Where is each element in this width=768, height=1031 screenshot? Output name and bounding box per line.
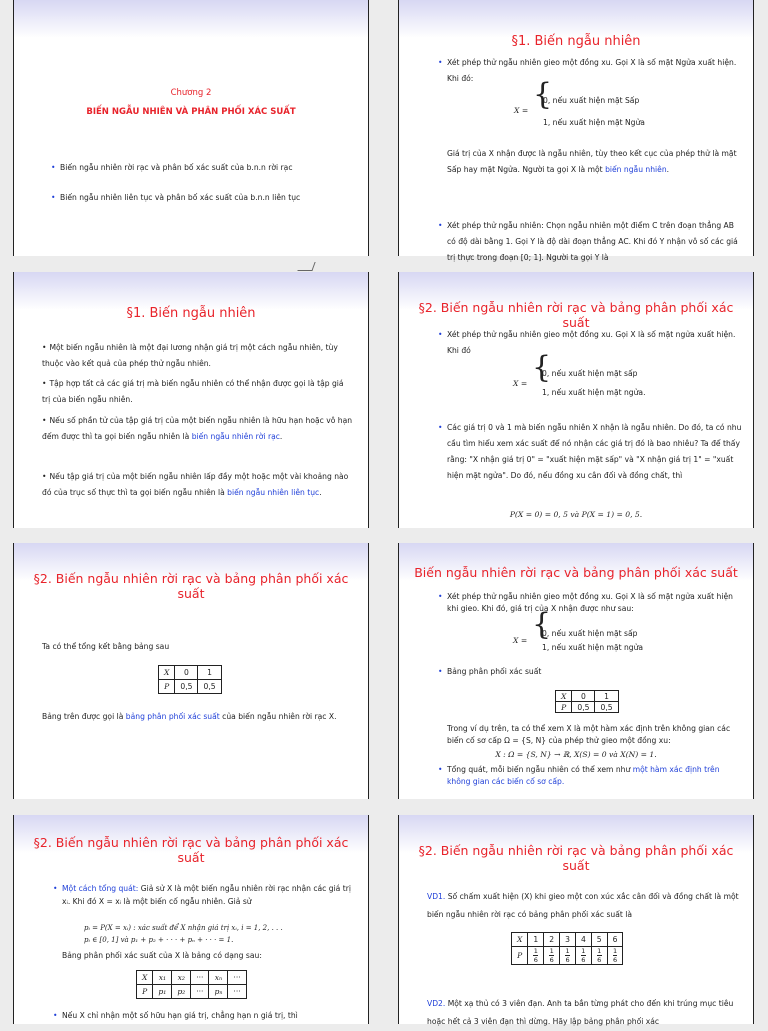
slide-7 bbox=[13, 815, 369, 1024]
table-row: X 1 2 3 4 5 6 bbox=[512, 933, 623, 947]
formula: pᵢ = P(X = xᵢ) : xác suất để X nhận giá trị xᵢ, i = 1, 2, . . . bbox=[84, 924, 283, 932]
paragraph: Ta có thể tổng kết bằng bảng sau bbox=[42, 642, 170, 651]
paragraph: Xét phép thử ngẫu nhiên: Chọn ngẫu nhiên một điểm C trên đoạn thẳng AB có độ dài bằng 1. Gọi Y là độ dài đoạn thẳng AC. Khi đó Y nhận vô số các giá trị thực trong đoạn [0; 1]. Người ta gọi Y là bbox=[447, 221, 738, 262]
slide-1 bbox=[13, 0, 369, 256]
slide-title: Biến ngẫu nhiên rời rạc và bảng phân phối xác suất bbox=[414, 565, 738, 580]
paragraph: VD1. Số chấm xuất hiện (X) khi gieo một con xúc xắc cân đối và đồng chất là một biến ngẫu nhiên rời rạc có bảng phân phối xác suất là bbox=[427, 892, 739, 919]
paragraph: Nếu X chỉ nhận một số hữu hạn giá trị, chẳng hạn n giá trị, thì bbox=[62, 1011, 298, 1020]
formula: X : Ω = {S, N} → ℝ, X(S) = 0 và X(N) = 1. bbox=[495, 750, 657, 759]
formula: pᵢ ∈ [0, 1] và p₁ + p₂ + · · · + pₙ + · · · = 1. bbox=[84, 936, 234, 944]
slide-title: §1. Biến ngẫu nhiên bbox=[126, 306, 256, 321]
paragraph: Các giá trị 0 và 1 mà biến ngẫu nhiên X nhận là ngẫu nhiên. Do đó, ta có nhu cầu tìm hiểu xem xác suất để nó nhận các giá trị đó là bao nhiêu? Ta để thấy rằng: "X nhận giá trị 0" = "xuất hiện mặt sấp" và "X nhận giá trị 1" = "xuất hiện mặt ngửa". Do đó, nếu đồng xu cân đối và đồng chất, thì bbox=[447, 423, 742, 480]
table-row: P 1 6 1 6 1 6 1 6 1 6 1 6 bbox=[512, 947, 623, 965]
table-row: P 0,5 0,5 bbox=[556, 702, 619, 713]
formula: P(X = 0) = 0, 5 và P(X = 1) = 0, 5. bbox=[509, 510, 643, 519]
table-row: P p₁ p₂ ··· pₙ ··· bbox=[137, 985, 247, 999]
chapter-number: Chương 2 bbox=[170, 88, 212, 98]
distribution-table bbox=[511, 932, 623, 965]
paragraph: Trong ví dụ trên, ta có thể xem X là một hàm xác định trên không gian các biến cố sơ cấp Ω = {S, N} của phép thử gieo một đồng xu: bbox=[447, 724, 731, 745]
paragraph: Giá trị của X nhận được là ngẫu nhiên, tùy theo kết cục của phép thử là mặt Sấp hay mặt Ngửa. Người ta gọi X là một biến ngẫu nhiên. bbox=[447, 149, 737, 174]
distribution-table bbox=[555, 690, 619, 713]
distribution-table bbox=[136, 970, 247, 999]
bullet-item: Biến ngẫu nhiên rời rạc và phân bố xác suất của b.n.n rời rạc bbox=[60, 163, 293, 172]
slide-3 bbox=[13, 272, 369, 528]
paragraph: Xét phép thử ngẫu nhiên gieo một đồng xu. Gọi X là số mặt ngửa xuất hiện. Khi đó bbox=[447, 330, 736, 355]
table-row: X x₁ x₂ ··· xₙ ··· bbox=[137, 971, 247, 985]
slide-title: §1. Biến ngẫu nhiên bbox=[511, 34, 641, 49]
bullet-item: • Nếu số phần tử của tập giá trị của một biến ngẫu nhiên là hữu hạn hoặc vô hạn đếm được thì ta gọi biến ngẫu nhiên là biến ngẫu nhiên rời rạc. bbox=[42, 413, 354, 445]
slide-title: §2. Biến ngẫu nhiên rời rạc và bảng phân phối xác suất bbox=[418, 300, 734, 330]
slide-title: §2. Biến ngẫu nhiên rời rạc và bảng phân phối xác suất bbox=[33, 835, 349, 865]
paragraph: Bảng phân phối xác suất của X là bảng có dạng sau: bbox=[62, 951, 262, 960]
paragraph: Bảng trên được gọi là bảng phân phối xác suất của biến ngẫu nhiên rời rạc X. bbox=[42, 712, 337, 721]
slide-8 bbox=[398, 815, 754, 1024]
slide-4: §2. Biến ngẫu nhiên rời rạc và bảng phân phối xác suất Xét phép thử ngẫu nhiên gieo một đồng xu. Gọi X là số mặt ngửa xuất hiện. Khi đó X = { 0, nếu xuất hiện mặt sấp 1, nếu xuất hiện mặt ngửa. Các giá trị 0 và 1 mà biến ngẫu nhiên X nhận là ngẫu nhiên. Do đó, ta có nhu cầu tìm hiểu xem xác suất để nó nhận các giá trị đó là bao nhiêu? Ta để thấy rằng: "X nhận giá trị 0" = "xuất hiện mặt sấp" và "X nhận giá trị 1" = "xuất hiện mặt ngửa". Do đó, nếu đồng xu cân đối và đồng chất, thì P(X = 0) = 0, 5 và P(X = 1) = 0, 5. bbox=[398, 272, 754, 528]
nav-icon[interactable] bbox=[297, 262, 315, 271]
paragraph: Một cách tổng quát: Giả sử X là một biến ngẫu nhiên rời rạc nhận các giá trị xᵢ. Khi đó X = xᵢ là một biến cố ngẫu nhiên. Giả sử bbox=[62, 884, 351, 906]
slide-title: §2. Biến ngẫu nhiên rời rạc và bảng phân phối xác suất bbox=[418, 843, 734, 873]
paragraph: Xét phép thử ngẫu nhiên gieo một đồng xu. Gọi X là số mặt ngửa xuất hiện khi gieo. Khi đó, giá trị của X nhận được như sau: bbox=[447, 592, 733, 613]
bullet-item: • Một biến ngẫu nhiên là một đại lương nhận giá trị một cách ngẫu nhiên, tùy thuộc vào kết quả của phép thử ngẫu nhiên. bbox=[42, 340, 354, 372]
bullet-item: Biến ngẫu nhiên liên tục và phân bố xác suất của b.n.n liên tục bbox=[60, 193, 301, 202]
bullet-item: • Nếu tập giá trị của một biến ngẫu nhiên lấp đầy một hoặc một vài khoảng nào đó của trục số thực thì ta gọi biến ngẫu nhiên là biến ngẫu nhiên liên tục. bbox=[42, 469, 354, 501]
table-row: X 0 1 bbox=[556, 691, 619, 702]
table-row: P 0,5 0,5 bbox=[159, 680, 222, 694]
chapter-title: BIẾN NGẪU NHIÊN VÀ PHÂN PHỐI XÁC SUẤT bbox=[86, 107, 296, 117]
table-row: X 0 1 bbox=[159, 666, 222, 680]
paragraph: Tổng quát, mỗi biến ngẫu nhiên có thể xem như một hàm xác định trên không gian các biến cố sơ cấp. bbox=[447, 765, 720, 786]
slide-6: Biến ngẫu nhiên rời rạc và bảng phân phối xác suất Xét phép thử ngẫu nhiên gieo một đồng xu. Gọi X là số mặt ngửa xuất hiện khi gieo. Khi đó, giá trị của X nhận được như sau: X = { 0, nếu xuất hiện mặt sấp 1, nếu xuất hiện mặt ngửa Bảng phân phối xác suất X 0 1 P 0,5 0,5 Trong ví dụ trên, ta có thể xem X là một hàm xác định trên không gian các biến cố sơ cấp Ω = {S, N} của phép thử gieo một đồng xu: X : Ω = {S, N} → ℝ, X(S) = 0 và X(N) = 1. Tổng quát, mỗi biến ngẫu nhiên có thể xem như một hàm xác định trên không gian các biến cố sơ cấp. bbox=[398, 543, 754, 799]
slide-5 bbox=[13, 543, 369, 799]
distribution-table bbox=[158, 665, 222, 694]
paragraph: Xét phép thử ngẫu nhiên gieo một đồng xu. Gọi X là số mặt Ngửa xuất hiện. Khi đó: bbox=[447, 58, 737, 83]
paragraph: VD2. Một xạ thủ có 3 viên đạn. Anh ta bắn từng phát cho đến khi trúng mục tiêu hoặc hết cả 3 viên đạn thì dừng. Hãy lập bảng phân phối xác bbox=[427, 999, 734, 1026]
bullet-item: • Tập hợp tất cả các giá trị mà biến ngẫu nhiên có thể nhận được gọi là tập giá trị của biến ngẫu nhiên. bbox=[42, 376, 354, 408]
slide-title: §2. Biến ngẫu nhiên rời rạc và bảng phân phối xác suất bbox=[33, 571, 349, 601]
paragraph: Bảng phân phối xác suất bbox=[447, 667, 542, 676]
slide-2: §1. Biến ngẫu nhiên Xét phép thử ngẫu nhiên gieo một đồng xu. Gọi X là số mặt Ngửa xuất hiện. Khi đó: X = { 0, nếu xuất hiện mặt Sấp 1, nếu xuất hiện mặt Ngửa Giá trị của X nhận được là ngẫu nhiên, tùy theo kết cục của phép thử là mặt Sấp hay mặt Ngửa. Người ta gọi X là một biến ngẫu nhiên. Xét phép thử ngẫu nhiên: Chọn ngẫu nhiên một điểm C trên đoạn thẳng AB có độ dài bằng 1. Gọi Y là độ dài đoạn thẳng AC. Khi đó Y nhận vô số các giá trị thực trong đoạn [0; 1]. Người ta gọi Y là bbox=[398, 0, 754, 256]
